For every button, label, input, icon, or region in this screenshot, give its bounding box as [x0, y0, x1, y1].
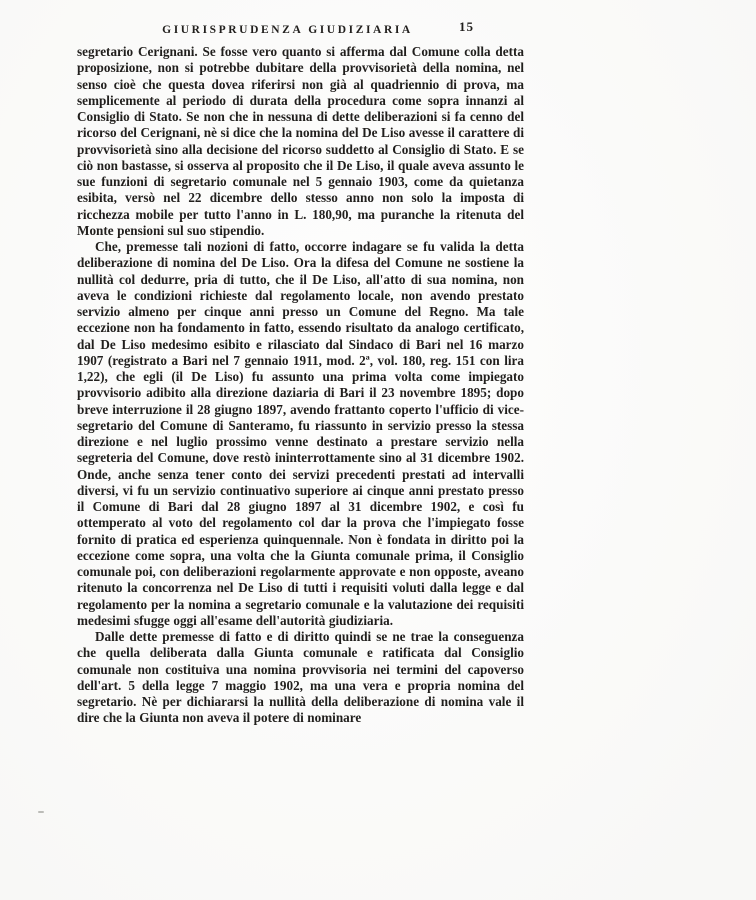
scan-artifact-mark — [38, 811, 44, 813]
running-header-title: GIURISPRUDENZA GIUDIZIARIA — [162, 24, 413, 36]
page-number: 15 — [459, 19, 474, 34]
text-column — [77, 20, 524, 727]
paragraph-continuation: segretario Cerignani. Se fosse vero quanto si afferma dal Comune colla detta proposizione, non si potrebbe dubitare della provvisorietà della nomina, nel senso cioè che questa dovea riferirsi non già al quadriennio di prova, ma semplicemente al periodo di durata della procedura come sopra innanzi al Consiglio di Stato. Se non che in nessuna di dette deliberazioni si fa cenno del ricorso del Cerignani, nè si dice che la nomina del De Liso avesse il carattere di provvisorietà sino alla decisione del ricorso suddetto al Consiglio di Stato. E se ciò non bastasse, si osserva al proposito che il De Liso, il quale aveva assunto le sue funzioni di segretario comunale nel 5 gennaio 1903, come da quietanza esibita, versò nel 22 dicembre dello stesso anno non solo la imposta di ricchezza mobile per tutto l'anno in L. 180,90, ma puranche la ritenuta del Monte pensioni sul suo stipendio. — [77, 44, 524, 238]
paragraph: Dalle dette premesse di fatto e di diritto quindi se ne trae la conseguenza che quella deliberata dalla Giunta comunale e ratificata dal Consiglio comunale non costituiva una nomina provvisoria nei termini del capoverso dell'art. 5 della legge 7 maggio 1902, ma una vera e propria nomina del segretario. Nè per dichiararsi la nullità della deliberazione di nomina vale il dire che la Giunta non aveva il potere di nominare — [77, 629, 524, 726]
paragraph: Che, premesse tali nozioni di fatto, occorre indagare se fu valida la detta deliberazione di nomina del De Liso. Ora la difesa del Comune ne sostiene la nullità col dedurre, pria di tutto, che il De Liso, all'atto di sua nomina, non aveva le condizioni richieste dal regolamento locale, non avendo prestato servizio almeno per cinque anni presso un Comune del Regno. Ma tale eccezione non ha fondamento in fatto, essendo risultato da analogo certificato, dal De Liso medesimo esibito e rilasciato dal Sindaco di Bari nel 16 marzo 1907 (registrato a Bari nel 7 gennaio 1911, mod. 2ª, vol. 180, reg. 151 con lira 1,22), che egli (il De Liso) fu assunto una prima volta come impiegato provvisorio adibito alla direzione daziaria di Bari il 23 novembre 1895; dopo breve interruzione il 28 giugno 1897, avendo frattanto coperto l'ufficio di vice-segretario del Comune di Santeramo, fu riassunto in servizio presso la stessa direzione e nel luglio prossimo venne destinato a prestare servizio nella segreteria del Comune, dove restò ininterrottamente sino al 31 dicembre 1902. Onde, anche senza tener conto dei servizi precedenti prestati ad intervalli diversi, vi fu un servizio continuativo superiore ai cinque anni prestato presso il Comune di Bari dal 28 giugno 1897 al 31 dicembre 1902, e così fu ottemperato al voto del regolamento col dar la prova che l'impiegato fosse fornito di pratica ed esperienza quinquennale. Non è fondata in diritto poi la eccezione come sopra, una volta che la Giunta comunale prima, il Consiglio comunale poi, con deliberazioni regolarmente approvate e non opposte, aveano ritenuto la concorrenza nel De Liso di tutti i requisiti voluti dalla legge e dal regolamento per la nomina a segretario comunale e la valutazione dei requisiti medesimi sfugge oggi all'esame dell'autorità giudiziaria. — [77, 239, 524, 628]
body-text — [77, 44, 524, 727]
running-header — [77, 20, 524, 42]
